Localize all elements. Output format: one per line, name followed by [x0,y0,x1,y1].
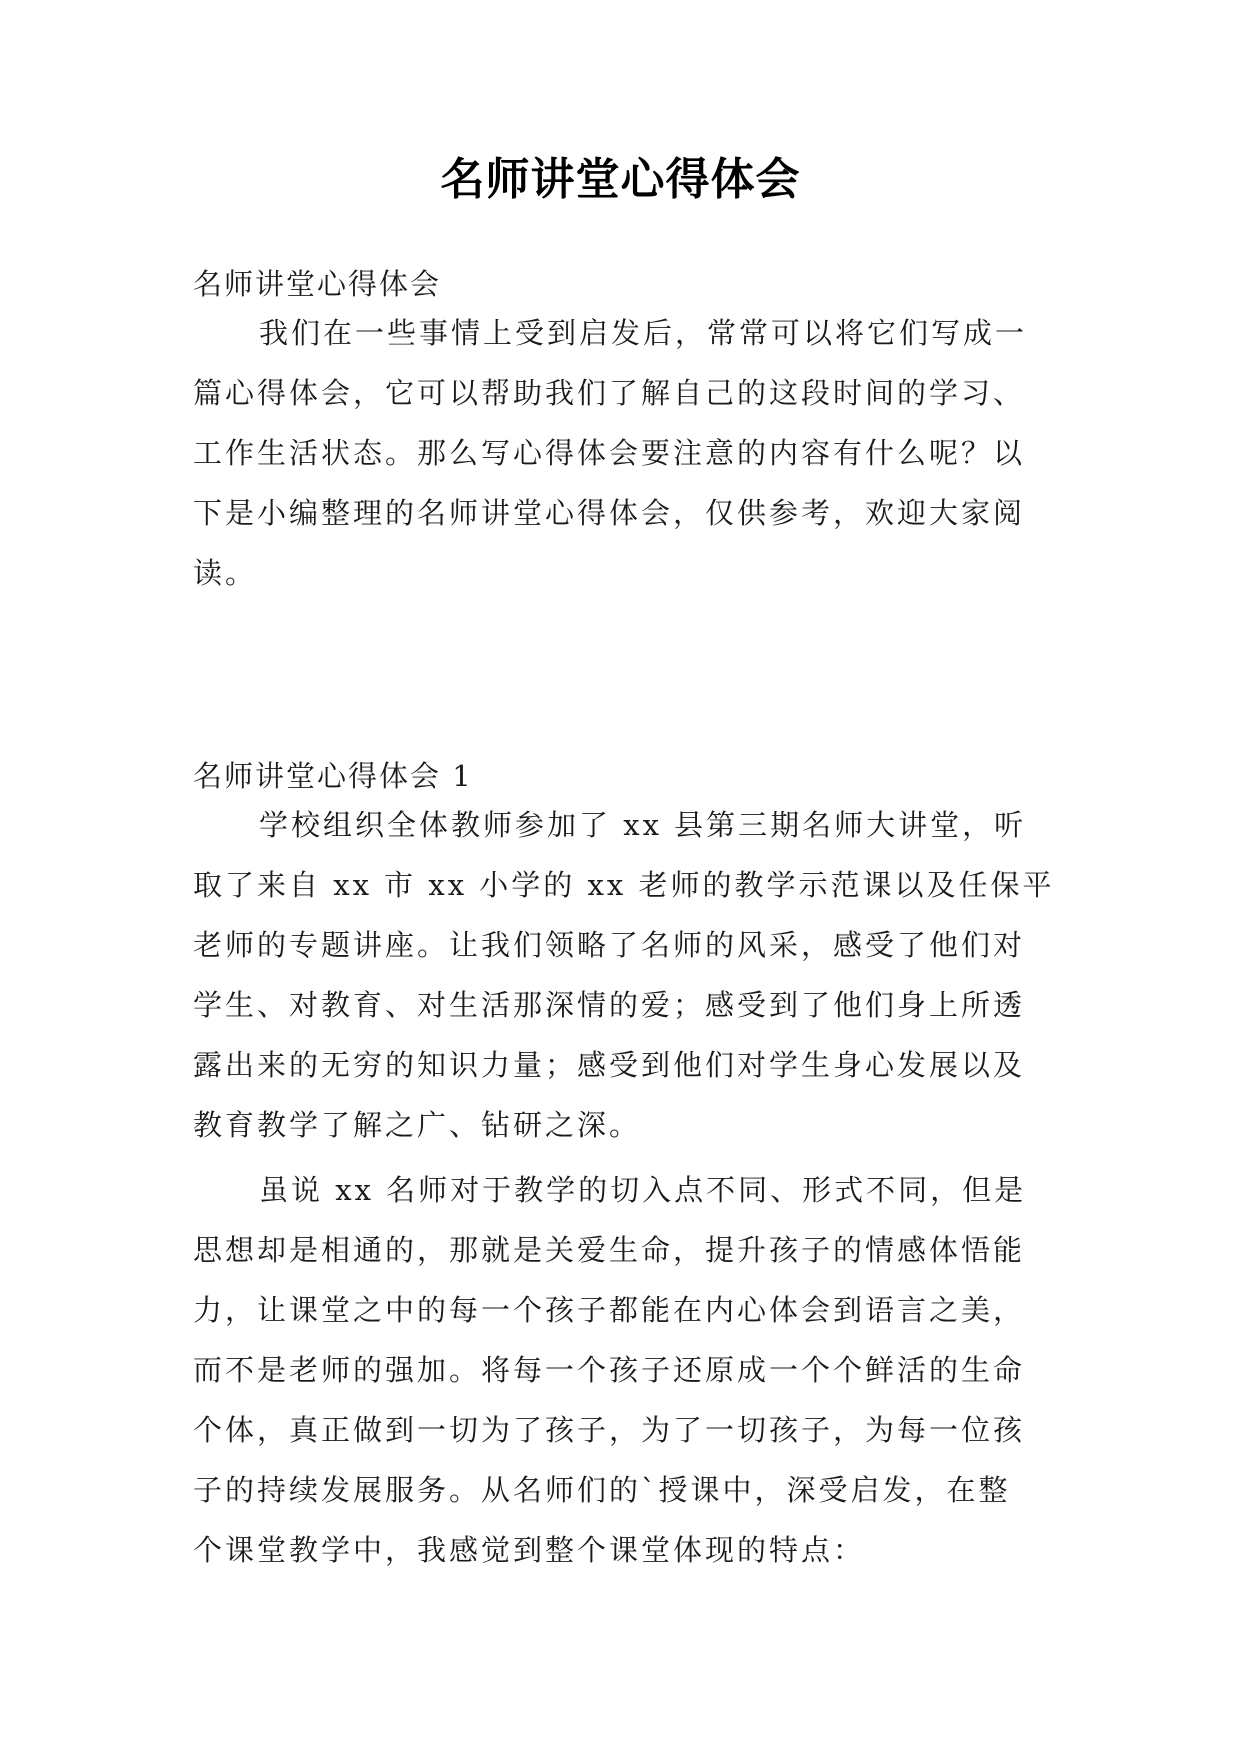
paragraph-line: 教育教学了解之广、钻研之深。 [193,1108,642,1142]
paragraph-line: 思想却是相通的，那就是关爱生命，提升孩子的情感体悟能 [193,1233,1026,1267]
paragraph-line: 学校组织全体教师参加了 xx 县第三期名师大讲堂，听 [259,808,1027,842]
section1-paragraph2 [193,1160,1053,1580]
paragraph-line: 篇心得体会，它可以帮助我们了解自己的这段时间的学习、 [193,376,1026,410]
paragraph-line: 子的持续发展服务。从名师们的`授课中，深受启发，在整 [193,1473,1011,1507]
document-title: 名师讲堂心得体会 [440,154,801,205]
intro-heading: 名师讲堂心得体会 [193,267,442,301]
paragraph-line: 学生、对教育、对生活那深情的爱；感受到了他们身上所透 [193,988,1026,1022]
paragraph-line: 个体，真正做到一切为了孩子，为了一切孩子，为每一位孩 [193,1413,1026,1447]
section1-heading: 名师讲堂心得体会 1 [193,759,473,793]
paragraph-line: 取了来自 xx 市 xx 小学的 xx 老师的教学示范课以及任保平 [193,868,1055,902]
paragraph-line: 虽说 xx 名师对于教学的切入点不同、形式不同，但是 [259,1173,1027,1207]
paragraph-line: 而不是老师的强加。将每一个孩子还原成一个个鲜活的生命 [193,1353,1026,1387]
paragraph-line: 读。 [193,556,258,590]
paragraph-line: 我们在一些事情上受到启发后，常常可以将它们写成一 [259,316,1028,350]
section1-paragraph1 [193,795,1053,1155]
paragraph-line: 老师的专题讲座。让我们领略了名师的风采，感受了他们对 [193,928,1026,962]
paragraph-line: 工作生活状态。那么写心得体会要注意的内容有什么呢？以 [193,436,1026,470]
paragraph-line: 力，让课堂之中的每一个孩子都能在内心体会到语言之美， [193,1293,1026,1327]
paragraph-line: 个课堂教学中，我感觉到整个课堂体现的特点： [193,1533,866,1567]
paragraph-line: 下是小编整理的名师讲堂心得体会，仅供参考，欢迎大家阅 [193,496,1026,530]
intro-paragraph [193,303,1053,603]
paragraph-line: 露出来的无穷的知识力量；感受到他们对学生身心发展以及 [193,1048,1026,1082]
